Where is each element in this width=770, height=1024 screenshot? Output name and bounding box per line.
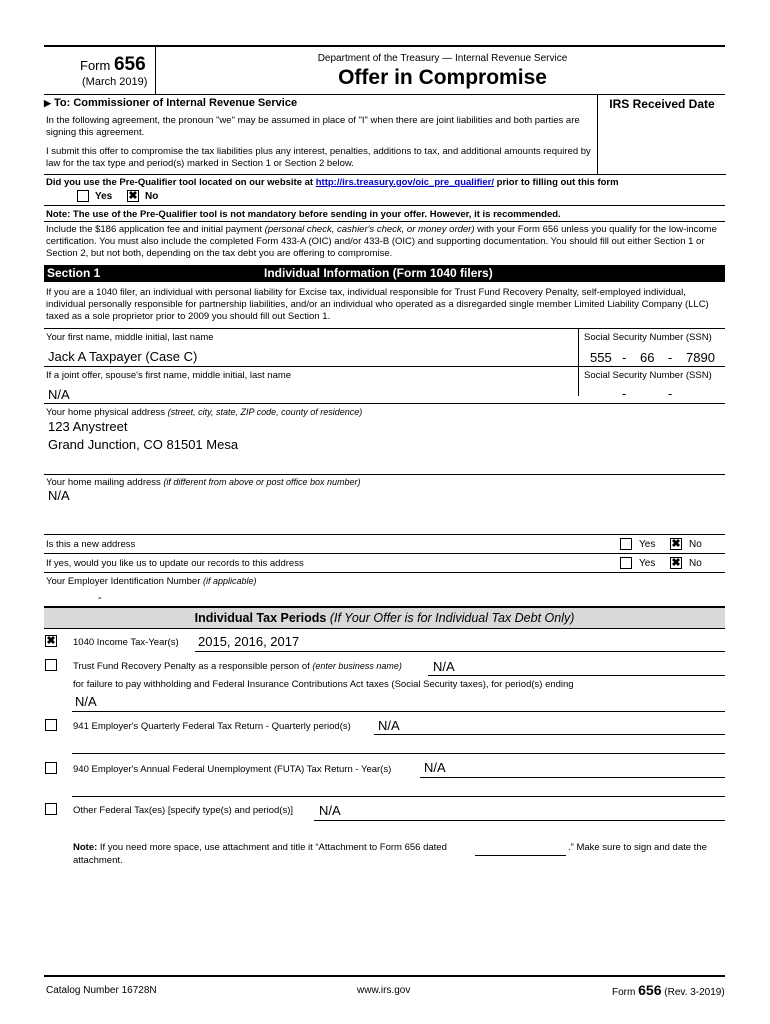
ssn-dash-1: - <box>622 350 627 365</box>
tfrp-checkbox[interactable] <box>45 659 57 671</box>
form-title: Offer in Compromise <box>338 66 547 89</box>
note-bold: Note: <box>73 842 98 853</box>
tfrp-label <box>73 661 402 672</box>
update-no-checkbox[interactable]: ✖ <box>671 557 681 569</box>
1040-checkbox[interactable]: ✖ <box>46 635 56 647</box>
mail-label: Your home mailing address <box>46 477 161 488</box>
form-number: 656 <box>113 54 146 75</box>
tfrp-label-text: Trust Fund Recovery Penalty as a responsible person of <box>73 661 310 672</box>
prequal-yes-checkbox[interactable] <box>77 190 89 202</box>
name-field[interactable]: Jack A Taxpayer (Case C) <box>48 349 198 364</box>
940-underline-2 <box>72 796 725 797</box>
ein-label-text: Your Employer Identification Number <box>46 576 201 587</box>
940-underline <box>420 777 725 778</box>
to-line <box>44 97 297 109</box>
note-b: .” Make sure to sign and date the <box>568 842 707 853</box>
1040-underline <box>195 651 725 652</box>
tfrp-business-field[interactable]: N/A <box>433 659 455 674</box>
940-label: 940 Employer's Annual Federal Unemployment (FUTA) Tax Return - Year(s) <box>73 764 392 775</box>
footer-rule <box>44 975 725 977</box>
spouse-label: If a joint offer, spouse's first name, middle initial, last name <box>46 370 292 381</box>
footer-rev: (Rev. 3-2019) <box>664 987 725 998</box>
attachment-note <box>73 842 447 853</box>
form-id <box>80 54 146 76</box>
home-label: Your home physical address <box>46 407 165 418</box>
1040-label: 1040 Income Tax-Year(s) <box>73 637 179 648</box>
include-it: (personal check, cashier's check, or money order) <box>264 224 475 235</box>
home-address-label <box>46 407 362 418</box>
other-tax-checkbox[interactable] <box>45 803 57 815</box>
agency-line: Department of the Treasury — Internal Revenue Service <box>317 53 568 64</box>
prequal-no-checkbox[interactable]: ✖ <box>128 190 138 202</box>
attachment-date-field[interactable] <box>475 855 566 856</box>
spouse-ssn-dash-2: - <box>668 386 673 401</box>
rule-10 <box>44 572 725 573</box>
tfrp-period-underline <box>72 711 725 712</box>
header-divider <box>155 45 156 95</box>
tfrp-sub-label: for failure to pay withholding and Federal Insurance Contributions Act taxes (Social Security taxes), for period(s) ending <box>73 679 574 690</box>
prequal-question <box>46 177 619 188</box>
ssn-label: Social Security Number (SSN) <box>584 332 712 343</box>
new-address-yes-label: Yes <box>639 539 656 550</box>
section1-bar <box>44 265 725 282</box>
mailing-address-field[interactable]: N/A <box>48 488 70 503</box>
new-address-no-checkbox[interactable]: ✖ <box>671 538 681 550</box>
ein-label-it: (if applicable) <box>203 576 257 586</box>
new-address-no-label: No <box>689 539 702 550</box>
footer-form-id <box>612 982 725 998</box>
rule-7 <box>44 474 725 475</box>
ssn-part-2[interactable]: 66 <box>640 350 655 365</box>
prequal-link[interactable]: http://irs.treasury.gov/oic_pre_qualifier/ <box>315 177 495 188</box>
received-date-label: IRS Received Date <box>609 97 715 111</box>
new-address-yes-checkbox[interactable] <box>620 538 632 550</box>
catalog-number: Catalog Number 16728N <box>46 985 157 996</box>
prequal-note: Note: The use of the Pre-Qualifier tool is not mandatory before sending in your offer. However, it is recommended. <box>46 209 561 220</box>
prequal-no-label: No <box>145 191 159 202</box>
footer-form-number: 656 <box>638 982 662 998</box>
include-b: with your Form 656 unless you qualify for the low-income certification. You must also include the completed Form 433-A (OIC) and/or 433-B (OIC) and supporting documentation. You should fill out either Section 1 or Section 2, but not both, depending on the tax debt you are offering to compromise. <box>46 224 717 259</box>
tax-periods-bar <box>44 608 725 628</box>
ssn-dash-2: - <box>668 350 673 365</box>
tfrp-label-it: (enter business name) <box>312 661 402 671</box>
irs-received-date-box <box>597 94 726 175</box>
mailing-address-label <box>46 477 361 488</box>
intro-para-1: In the following agreement, the pronoun "we" may be assumed in place of "I" when there are joint liabilities and both parties are signing this agreement. <box>46 115 580 138</box>
tax-periods-title-bold: Individual Tax Periods <box>194 611 327 625</box>
form-date: (March 2019) <box>82 76 148 88</box>
rule-4 <box>44 328 725 329</box>
ein-label <box>46 576 257 587</box>
941-checkbox[interactable] <box>45 719 57 731</box>
941-label: 941 Employer's Quarterly Federal Tax Return - Quarterly period(s) <box>73 721 351 732</box>
941-underline <box>374 734 725 735</box>
tfrp-underline <box>428 675 725 676</box>
other-tax-field[interactable]: N/A <box>319 803 341 818</box>
rule-1 <box>44 174 725 175</box>
to-line-text: To: Commissioner of Internal Revenue Service <box>53 97 298 109</box>
940-checkbox[interactable] <box>45 762 57 774</box>
prequal-yes-label: Yes <box>95 191 113 202</box>
footer-form-label: Form <box>612 987 636 998</box>
spouse-ssn-label: Social Security Number (SSN) <box>584 370 712 381</box>
home-address-line-2[interactable]: Grand Junction, CO 81501 Mesa <box>48 437 239 452</box>
update-no-label: No <box>689 558 702 569</box>
tax-periods-title <box>44 611 725 625</box>
other-tax-label: Other Federal Tax(es) [specify type(s) and period(s)] <box>73 805 293 816</box>
1040-years-field[interactable]: 2015, 2016, 2017 <box>198 634 300 649</box>
update-yes-label: Yes <box>639 558 656 569</box>
rule-2 <box>44 205 725 206</box>
new-address-question: Is this a new address <box>46 539 136 550</box>
ssn-part-1[interactable]: 555 <box>590 350 612 365</box>
rule-5 <box>44 366 725 367</box>
ssn-part-3[interactable]: 7890 <box>686 350 715 365</box>
941-underline-2 <box>72 753 725 754</box>
home-address-line-1[interactable]: 123 Anystreet <box>48 419 128 434</box>
ein-dash: - <box>98 592 102 604</box>
note-c: attachment. <box>73 855 123 866</box>
intro-para-2: I submit this offer to compromise the tax liabilities plus any interest, penalties, additions to tax, and additional amounts required by law for the tax type and period(s) marked in Section 1 or Section 2 below. <box>46 146 591 169</box>
include-paragraph <box>46 224 724 260</box>
ssn-divider <box>578 328 579 396</box>
rule-12 <box>44 628 725 629</box>
tfrp-period-field[interactable]: N/A <box>75 694 97 709</box>
941-period-field[interactable]: N/A <box>378 718 400 733</box>
section1-title: Individual Information (Form 1040 filers) <box>264 266 493 280</box>
update-yes-checkbox[interactable] <box>620 557 632 569</box>
name-label: Your first name, middle initial, last name <box>46 332 214 343</box>
section1-description: If you are a 1040 filer, an individual with personal liability for Excise tax, individual responsible for Trust Fund Recovery Penalty, self-employed individual, individual personally responsible for partnership liabilities, and/or an individual who operated as a disregarded single member Limited Liability Company (LLC) taxed as a sole proprietor prior to 2009 you should fill out Section 1. <box>46 287 709 322</box>
spouse-ssn-dash-1: - <box>622 386 627 401</box>
website-link[interactable]: www.irs.gov <box>357 985 411 996</box>
prequal-q-a: Did you use the Pre-Qualifier tool located on our website at <box>46 177 314 188</box>
form-label: Form <box>80 58 111 73</box>
section1-label: Section 1 <box>47 266 101 280</box>
top-rule <box>44 45 725 47</box>
rule-3 <box>44 221 725 222</box>
rule-6 <box>44 403 725 404</box>
update-records-question: If yes, would you like us to update our records to this address <box>46 558 304 569</box>
arrow-right-icon: ▶ <box>44 98 51 108</box>
prequal-q-b: prior to filling out this form <box>496 177 619 188</box>
spouse-name-field[interactable]: N/A <box>48 387 70 402</box>
rule-8 <box>44 534 725 535</box>
tax-periods-title-it: (If Your Offer is for Individual Tax Debt Only) <box>329 611 575 625</box>
rule-9 <box>44 553 725 554</box>
home-label-it: (street, city, state, ZIP code, county of residence) <box>167 407 363 417</box>
mail-label-it: (if different from above or post office box number) <box>163 477 361 487</box>
include-a: Include the $186 application fee and initial payment <box>46 224 263 235</box>
note-a: If you need more space, use attachment and title it “Attachment to Form 656 dated <box>99 842 447 853</box>
940-years-field[interactable]: N/A <box>424 760 446 775</box>
other-tax-underline <box>314 820 725 821</box>
